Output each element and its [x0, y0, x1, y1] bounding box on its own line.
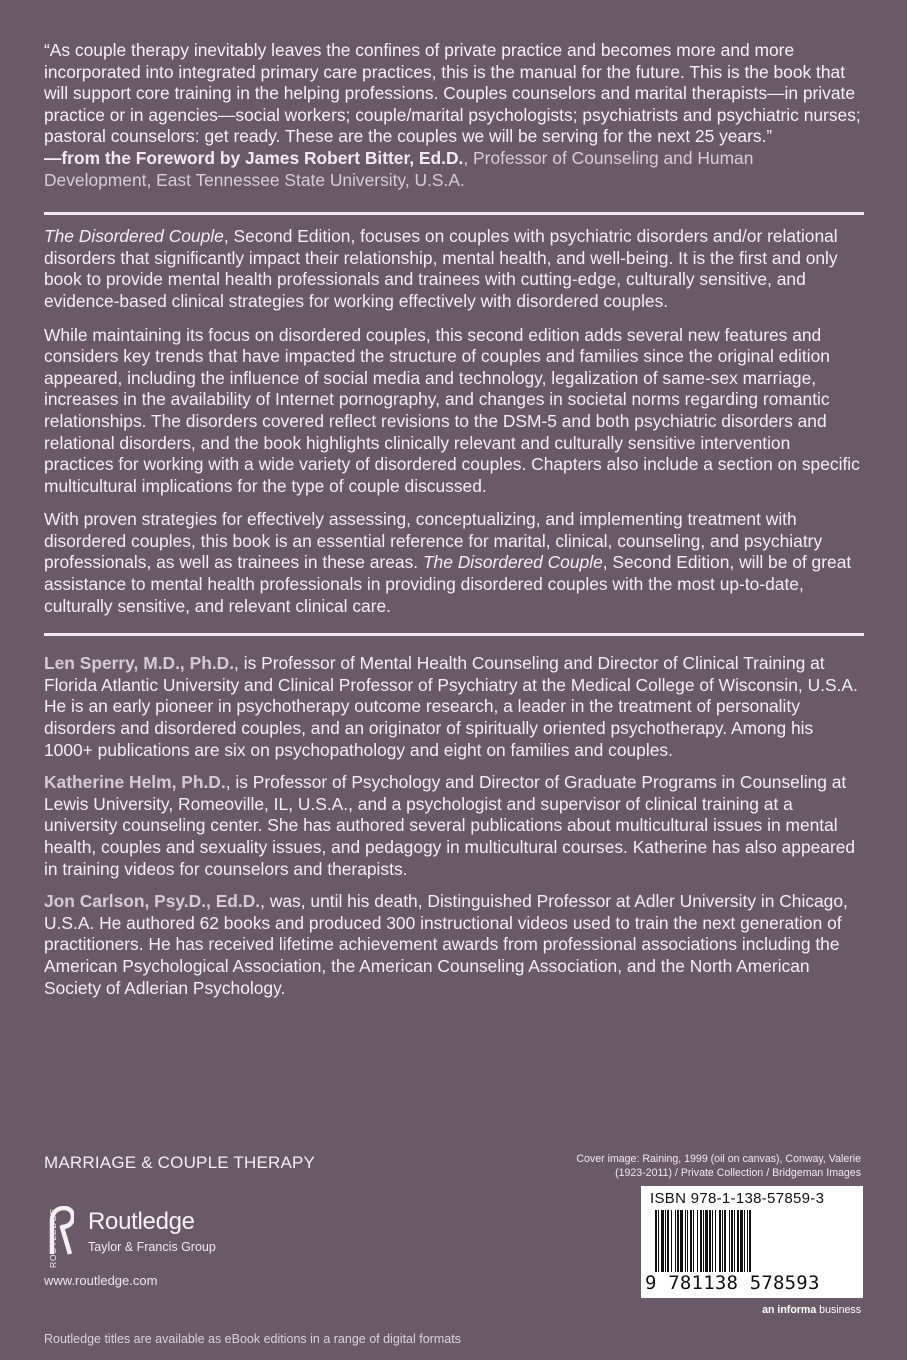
back-cover-content: [44, 40, 864, 999]
description-paragraph-1: The Disordered Couple, Second Edition, focuses on couples with psychiatric disorders and/or relational disorders that significantly impact their relationship, mental health, and well-being. It is the first and only book to provide mental health professionals and trainees with cutting-edge, culturally sensitive, and evidence-based clinical strategies for working effectively with disordered couples.: [44, 226, 838, 311]
attribution-role: , Professor of Counseling and Human Development, East Tennessee State University, U.S.A.: [44, 147, 754, 190]
barcode-bar: [687, 1210, 688, 1272]
book-title: The Disordered Couple: [422, 552, 603, 573]
barcode-bar: [734, 1210, 735, 1272]
barcode-bar: [671, 1210, 672, 1272]
barcode-bar: [667, 1210, 669, 1272]
barcode-bar: [665, 1210, 666, 1272]
publisher-url[interactable]: www.routledge.com: [44, 1273, 158, 1288]
barcode-bar: [690, 1210, 692, 1272]
quote-attribution: [44, 148, 864, 191]
barcode-bar: [722, 1210, 723, 1272]
author-name: Katherine Helm, Ph.D.: [44, 772, 226, 793]
description-paragraph-2: While maintaining its focus on disordered couples, this second edition adds several new features and considers key trends that have impacted the structure of couples and families since the original edition appeared, including the influence of social media and technology, legalization of same-sex marriage, increases in the availability of Internet pornography, and changes in societal norms regarding romantic relationships. The disorders covered reflect revisions to the DSM-5 and both psychiatric disorders and relational disorders, and the book highlights clinically relevant and culturally sensitive intervention practices for working with a wide variety of disordered couples. Chapters also include a section on specific multicultural implications for the type of couple discussed.: [44, 324, 860, 496]
publisher-vertical-wordmark: ROUTLEDGE: [48, 1207, 59, 1269]
barcode-bars: [655, 1210, 851, 1274]
ebook-note: Routledge titles are available as eBook editions in a range of digital formats: [44, 1332, 461, 1346]
barcode-bar: [737, 1210, 739, 1272]
barcode-bar: [661, 1210, 664, 1272]
barcode-digits: 9 781138 578593: [645, 1272, 820, 1294]
barcode-bar: [729, 1210, 730, 1272]
barcode-bar: [700, 1210, 702, 1272]
barcode-bar: [747, 1210, 748, 1272]
barcode-bar: [675, 1210, 676, 1272]
barcode-bar: [703, 1210, 704, 1272]
author-name: Jon Carlson, Psy.D., Ed.D.: [44, 891, 261, 912]
barcode-bar: [744, 1210, 745, 1272]
barcode-bar: [709, 1210, 711, 1272]
barcode-bar: [697, 1210, 698, 1272]
barcode-bar: [712, 1210, 713, 1272]
cover-image-credit: Cover image: Raining, 1999 (oil on canvas), Conway, Valerie (1923-2011) / Private Collection / Bridgeman Images: [576, 1153, 861, 1179]
barcode-bar: [719, 1210, 721, 1272]
barcode-bar: [685, 1210, 686, 1272]
publisher-group: Taylor & Francis Group: [88, 1240, 216, 1254]
author-bio: Jon Carlson, Psy.D., Ed.D., was, until his death, Distinguished Professor at Adler University in Chicago, U.S.A. He authored 62 books and produced 300 instructional videos used to train the next generation of practitioners. He has received lifetime achievement awards from professional associations including the American Psychological Association, the American Counseling Association, and the North American Society of Adlerian Psychology.: [44, 891, 848, 998]
barcode-bar: [715, 1210, 716, 1272]
description-paragraph-3: With proven strategies for effectively assessing, conceptualizing, and implementing treatment with disordered couples, this book is an essential reference for marital, clinical, counseling, and psychiatry professionals, as well as trainees in these areas. The Disordered Couple, Second Edition, will be of great assistance to mental health professionals in providing disordered couples with the most up-to-date, culturally sensitive, and relevant clinical care.: [44, 509, 852, 616]
barcode-bar: [658, 1210, 659, 1272]
barcode-bar: [680, 1210, 683, 1272]
attribution-source: —from the Foreword by James Robert Bitter, Ed.D.: [44, 147, 464, 168]
author-bio: Len Sperry, M.D., Ph.D., is Professor of Mental Health Counseling and Director of Clinical Training at Florida Atlantic University and Clinical Professor of Psychiatry at the Medical College of Wisconsin, U.S.A. He is an early pioneer in psychotherapy outcome research, a leader in the treatment of personality disorders and disordered couples, and an originator of spiritually oriented psychotherapy. Among his 1000+ publications are six on psychopathology and eight on families and couples.: [44, 653, 858, 760]
barcode-bar: [693, 1210, 694, 1272]
isbn-label: ISBN 978-1-138-57859-3: [650, 1190, 825, 1207]
barcode-bar: [749, 1210, 751, 1272]
publisher-logo: [44, 1206, 234, 1269]
barcode-bar: [724, 1210, 726, 1272]
cover-footer: [44, 1150, 864, 1350]
author-name: Len Sperry, M.D., Ph.D.: [44, 653, 235, 674]
publisher-name: Routledge: [88, 1208, 195, 1235]
barcode-bar: [731, 1210, 733, 1272]
foreword-quote: “As couple therapy inevitably leaves the confines of private practice and becomes more and more incorporated into integrated primary care practices, this is the manual for the future. This is the book that will support core training in the helping professions. Couples counselors and marital therapists—in private practice or in agencies—social workers; couple/marital psychologists; psychiatrists and psychiatric nurses; pastoral counselors: get ready. These are the couples we will be serving for the next 25 years.”: [44, 40, 861, 147]
barcode-bar: [705, 1210, 708, 1272]
subject-category: MARRIAGE & COUPLE THERAPY: [44, 1153, 316, 1172]
barcode-bar: [677, 1210, 679, 1272]
informa-business-tag: an informa business: [762, 1304, 861, 1316]
barcode-bar: [740, 1210, 743, 1272]
barcode-bar: [655, 1210, 657, 1272]
barcode: [641, 1186, 863, 1298]
author-bio: Katherine Helm, Ph.D., is Professor of Psychology and Director of Graduate Programs in Counseling at Lewis University, Romeoville, IL, U.S.A., and a psychologist and supervisor of clinical training at a university counseling center. She has authored several publications about multicultural issues in mental health, couples and sexuality issues, and pedagogy in multicultural courses. Katherine has also appeared in training videos for counselors and therapists.: [44, 772, 856, 879]
book-title: The Disordered Couple: [44, 226, 224, 247]
